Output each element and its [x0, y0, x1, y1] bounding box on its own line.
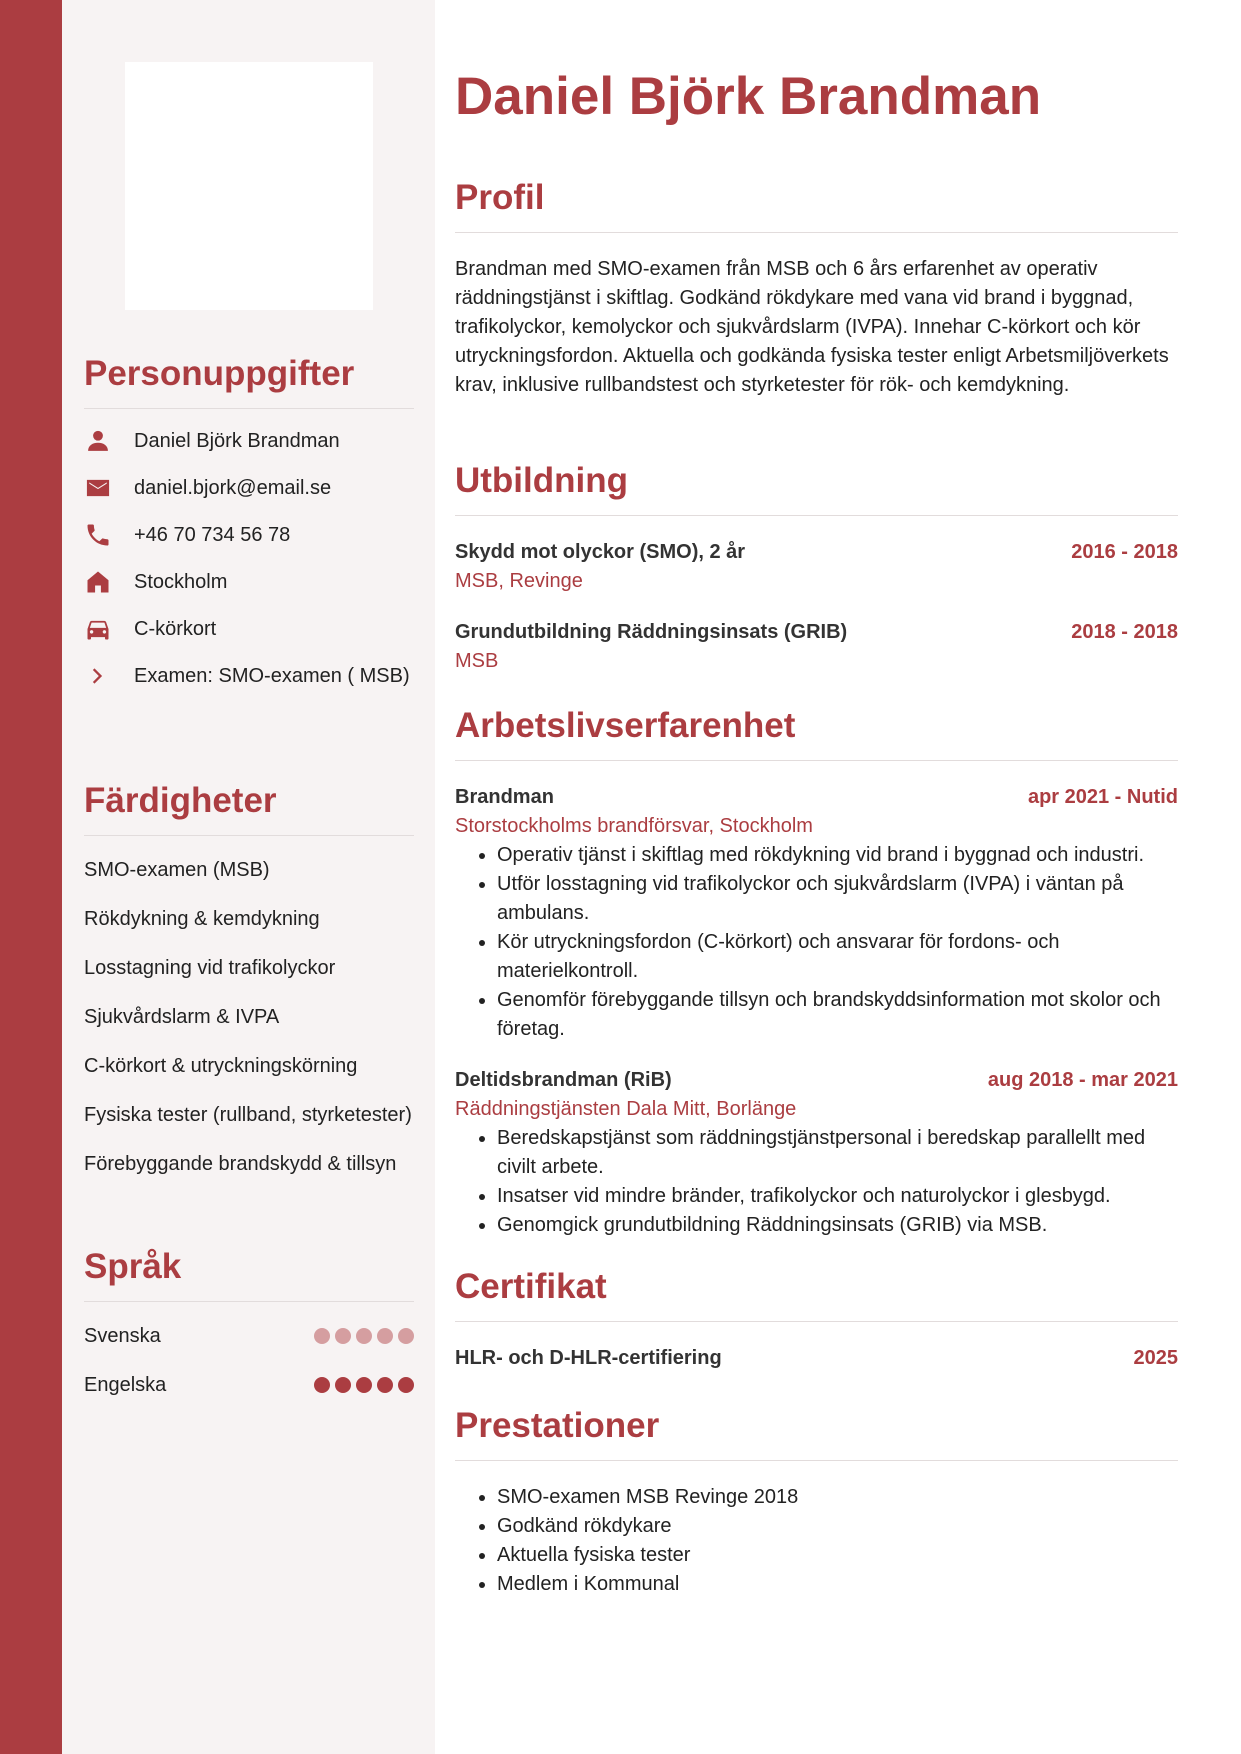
language-name: Svenska	[84, 1324, 161, 1347]
bullet-item: • Genomför förebyggande tillsyn och brandskyddsinformation mot skolor och företag.	[497, 986, 1178, 1044]
profile-text: Brandman med SMO-examen från MSB och 6 års erfarenhet av operativ räddningstjänst i skiftlag. Godkänd rökdykare med vana vid brand i byggnad, trafikolyckor, kemolyckor och sjukvårdslarm (IVPA). Innehar C-körkort och kör utryckningsfordon. Aktuella och godkända fysiska tester enligt Arbetsmiljöverkets krav, inklusive rullbandstest och styrketester för rök- och kemdykning.	[455, 257, 1169, 396]
entry-organization: MSB, Revinge	[455, 569, 583, 592]
certificates-section	[455, 1268, 1178, 1373]
entry-title: Grundutbildning Räddningsinsats (GRIB)	[455, 620, 848, 643]
skill-item: C-körkort & utryckningskörning	[84, 1054, 358, 1077]
achievement-item: • SMO-examen MSB Revinge 2018	[497, 1483, 1178, 1512]
chevron-right-icon	[84, 662, 134, 691]
phone-icon	[84, 521, 134, 550]
entry-bullets	[455, 1124, 1178, 1240]
personal-info-text: +46 70 734 56 78	[134, 523, 291, 546]
level-dot	[377, 1328, 393, 1344]
entry-date: 2025	[1133, 1346, 1178, 1369]
bullet-item: • Utför losstagning vid trafikolyckor och sjukvårdslarm (IVPA) i väntan på ambulans.	[497, 870, 1178, 928]
level-dot	[398, 1377, 414, 1393]
education-entry	[455, 538, 1178, 596]
entry-date: apr 2021 - Nutid	[1027, 785, 1178, 808]
level-dot	[335, 1377, 351, 1393]
certificate-entry	[455, 1344, 1178, 1373]
bullet-item: • Genomgick grundutbildning Räddningsinsats (GRIB) via MSB.	[497, 1211, 1178, 1240]
profile-photo	[125, 62, 373, 310]
personal-info-email	[84, 474, 414, 503]
language-level-dots	[314, 1328, 414, 1344]
personal-info-text: C-körkort	[134, 617, 217, 640]
language-name: Engelska	[84, 1373, 167, 1396]
entry-title: Deltidsbrandman (RiB)	[455, 1068, 672, 1091]
person-icon	[84, 427, 134, 456]
experience-section	[455, 707, 1178, 1240]
personal-info-exam	[84, 662, 414, 691]
personal-info-heading: Personuppgifter	[84, 355, 414, 409]
skills-heading: Färdigheter	[84, 782, 414, 836]
experience-entry	[455, 783, 1178, 1044]
personal-info-section	[84, 355, 414, 691]
skill-item: Förebyggande brandskydd & tillsyn	[84, 1152, 397, 1175]
level-dot	[314, 1377, 330, 1393]
entry-date: 2016 - 2018	[1071, 540, 1178, 563]
bullet-item: • Operativ tjänst i skiftlag med rökdykning vid brand i byggnad och industri.	[497, 841, 1178, 870]
entry-date: 2018 - 2018	[1071, 620, 1178, 643]
bullet-item: • Beredskapstjänst som räddningstjänstpersonal i beredskap parallellt med civilt arbete.	[497, 1124, 1178, 1182]
skill-item: Rökdykning & kemdykning	[84, 907, 320, 930]
personal-info-text: Daniel Björk Brandman	[134, 429, 340, 452]
skill-item: Losstagning vid trafikolyckor	[84, 956, 336, 979]
level-dot	[377, 1377, 393, 1393]
skill-item: SMO-examen (MSB)	[84, 858, 270, 881]
skill-item: Fysiska tester (rullband, styrketester)	[84, 1103, 412, 1126]
skills-section	[84, 782, 414, 1179]
experience-entry	[455, 1066, 1178, 1240]
bullet-item: • Insatser vid mindre bränder, trafikolyckor och naturolyckor i glesbygd.	[497, 1182, 1178, 1211]
personal-info-city	[84, 568, 414, 597]
level-dot	[398, 1328, 414, 1344]
personal-info-text: Examen: SMO-examen ( MSB)	[134, 664, 410, 687]
level-dot	[356, 1328, 372, 1344]
certificates-heading: Certifikat	[455, 1268, 1178, 1322]
education-heading: Utbildning	[455, 462, 1178, 516]
home-icon	[84, 568, 134, 597]
profile-section	[455, 179, 1178, 400]
accent-stripe	[0, 0, 62, 1754]
education-section	[455, 462, 1178, 676]
bullet-item: • Kör utryckningsfordon (C-körkort) och ansvarar för fordons- och materielkontroll.	[497, 928, 1178, 986]
languages-section	[84, 1248, 414, 1400]
entry-organization: Räddningstjänsten Dala Mitt, Borlänge	[455, 1097, 797, 1120]
personal-info-license	[84, 615, 414, 644]
entry-title: Skydd mot olyckor (SMO), 2 år	[455, 540, 746, 563]
languages-heading: Språk	[84, 1248, 414, 1302]
level-dot	[314, 1328, 330, 1344]
language-row	[84, 1371, 414, 1400]
mail-icon	[84, 474, 134, 503]
skill-item: Sjukvårdslarm & IVPA	[84, 1005, 280, 1028]
achievements-section	[455, 1407, 1178, 1599]
education-entry	[455, 618, 1178, 676]
achievements-heading: Prestationer	[455, 1407, 1178, 1461]
level-dot	[356, 1377, 372, 1393]
personal-info-name	[84, 427, 414, 456]
language-level-dots	[314, 1377, 414, 1393]
achievement-item: • Godkänd rökdykare	[497, 1512, 1178, 1541]
candidate-name: Daniel Björk Brandman	[455, 67, 1042, 126]
level-dot	[335, 1328, 351, 1344]
achievements-list	[455, 1483, 1178, 1599]
personal-info-text: Stockholm	[134, 570, 228, 593]
entry-bullets	[455, 841, 1178, 1044]
entry-title: HLR- och D-HLR-certifiering	[455, 1346, 722, 1369]
entry-organization: Storstockholms brandförsvar, Stockholm	[455, 814, 813, 837]
profile-heading: Profil	[455, 179, 1178, 233]
personal-info-phone	[84, 521, 414, 550]
achievement-item: • Aktuella fysiska tester	[497, 1541, 1178, 1570]
language-row	[84, 1322, 414, 1351]
sidebar	[62, 0, 435, 1754]
entry-date: aug 2018 - mar 2021	[987, 1068, 1178, 1091]
personal-info-text: daniel.bjork@email.se	[134, 476, 332, 499]
car-icon	[84, 615, 134, 644]
entry-organization: MSB	[455, 649, 499, 672]
entry-title: Brandman	[455, 785, 554, 808]
experience-heading: Arbetslivserfarenhet	[455, 707, 1178, 761]
achievement-item: • Medlem i Kommunal	[497, 1570, 1178, 1599]
